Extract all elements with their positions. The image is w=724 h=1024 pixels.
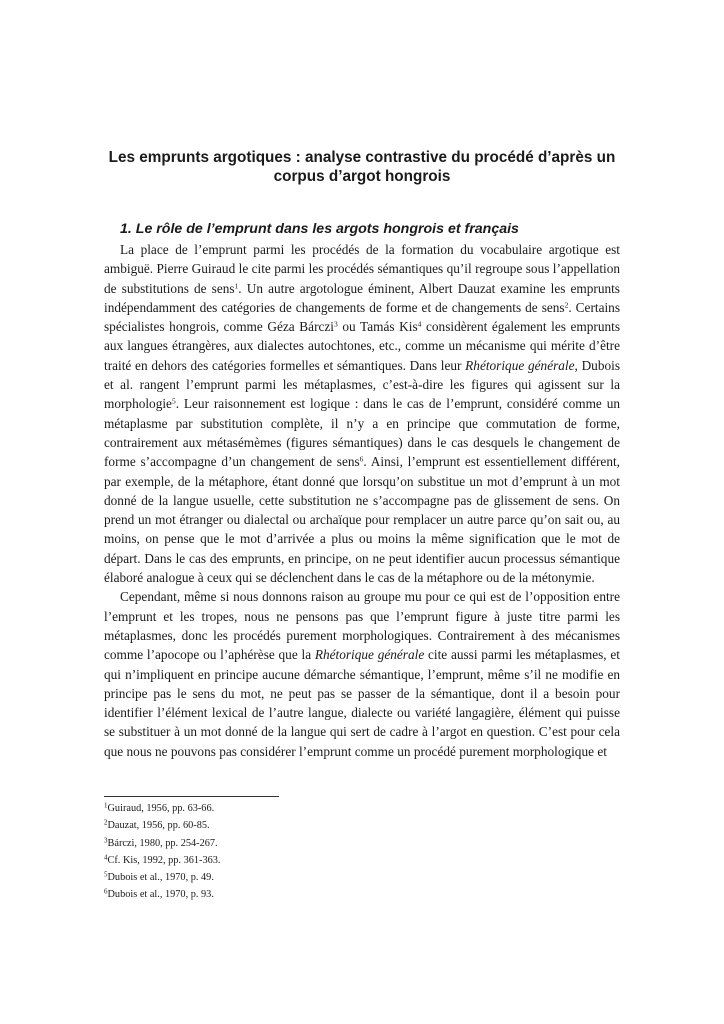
footnote-number: 3 bbox=[104, 836, 108, 845]
footnote-number: 5 bbox=[104, 870, 108, 879]
footnote-separator bbox=[104, 796, 279, 797]
footnote-number: 4 bbox=[104, 853, 108, 862]
footnote-ref[interactable]: 1 bbox=[234, 281, 239, 291]
article-body bbox=[104, 240, 620, 761]
footnote-ref[interactable]: 5 bbox=[171, 396, 176, 406]
footnotes bbox=[104, 800, 504, 904]
footnote: $^6$Dubois et al., 1970, p. 93. bbox=[104, 887, 214, 901]
footnote-ref[interactable]: 4 bbox=[417, 319, 422, 329]
section-heading: 1. Le rôle de l’emprunt dans les argots hongrois et français bbox=[120, 221, 519, 237]
footnote-ref[interactable]: 3 bbox=[334, 319, 338, 329]
footnote-ref[interactable]: 6 bbox=[359, 454, 364, 464]
book-title: Rhétorique générale bbox=[314, 647, 425, 663]
footnote-number: 6 bbox=[104, 887, 108, 896]
footnote: $^1$Guiraud, 1956, pp. 63-66. bbox=[104, 801, 215, 814]
body-paragraph: La place de l’emprunt parmi les procédés de la formation du vocabulaire argotique est ambiguë. Pierre Guiraud le cite parmi les procédés sémantiques qu’il regroupe sous l’appellation de substitutions de sens$^1$. Un autre argotologue éminent, Albert Dauzat examine les emprunts indépendamment des catégories de changements de forme et de changements de sens$^2$. Certains spécialistes hongrois, comme Géza Bárczi$^3$ ou Tamás Kis$^4$ considèrent également les emprunts aux langues étrangères, aux dialectes autochtones, etc., comme un mécanisme qui mérite d’être traité en dehors des catégories formelles et sémantiques. Dans leur Rhétorique générale, Dubois et al. rangent l’emprunt parmi les métaplasmes, c’est-à-dire les figures qui agissent sur la morphologie$^5$. Leur raisonnement est logique : dans le cas de l’emprunt, considéré comme un métaplasme par substitution complète, il n’y a en principe que commutation de forme, contrairement aux métasémèmes (figures sémantiques) dans le cas desquels le changement de forme s’accompagne d’un changement de sens$^6$. Ainsi, l’emprunt est essentiellement différent, par exemple, de la métaphore, étant donné que lorsqu’on substitue un mot d’emprunt à un mot donné de la langue usuelle, cette substitution ne s’accompagne pas de glissement de sens. On prend un mot étranger ou dialectal ou archaïque pour remplacer un autre parce qu’on sait ou, au moins, on pense que le mot d’arrivée a plus ou moins la même signification que le mot de départ. Dans le cas des emprunts, en principe, on ne peut identifier aucun processus sémantique élaboré analogue à ceux qui se déclenchent dans le cas de la métaphore ou de la métonymie. bbox=[104, 242, 621, 586]
footnote-number: 1 bbox=[104, 801, 108, 810]
footnote: $^4$Cf. Kis, 1992, pp. 361-363. bbox=[104, 853, 221, 866]
article-title: Les emprunts argotiques : analyse contrastive du procédé d’après un corpus d’argot hongrois bbox=[108, 149, 616, 185]
footnote-number: 2 bbox=[104, 818, 108, 827]
footnote: $^5$Dubois et al., 1970, p. 49. bbox=[104, 870, 214, 884]
footnote: $^2$Dauzat, 1956, pp. 60-85. bbox=[104, 818, 210, 832]
footnote-ref[interactable]: 2 bbox=[564, 300, 569, 310]
book-title: Rhétorique générale bbox=[465, 357, 575, 373]
footnote: $^3$Bárczi, 1980, pp. 254-267. bbox=[104, 836, 218, 849]
body-paragraph: Cependant, même si nous donnons raison au groupe mu pour ce qui est de l’opposition entre l’emprunt et les tropes, nous ne pensons pas que l’emprunt figure à juste titre parmi les métaplasmes, donc les procédés purement morphologiques. Contrairement à des mécanismes comme l’apocope ou l’aphérèse que la Rhétorique générale cite aussi parmi les métaplasmes, et qui n’impliquent en principe aucune démarche sémantique, l’emprunt, même s’il ne modifie en principe pas le sens du mot, ne peut pas se passer de la sémantique, dont il a besoin pour identifier l’élément lexical de l’autre langue, dialecte ou variété langagière, élément qui puisse se substituer à un mot donné de la langue qui sert de cadre à l’argot en question. C’est pour cela que nous ne pouvons pas considérer l’emprunt comme un procédé purement morphologique et bbox=[104, 589, 620, 759]
